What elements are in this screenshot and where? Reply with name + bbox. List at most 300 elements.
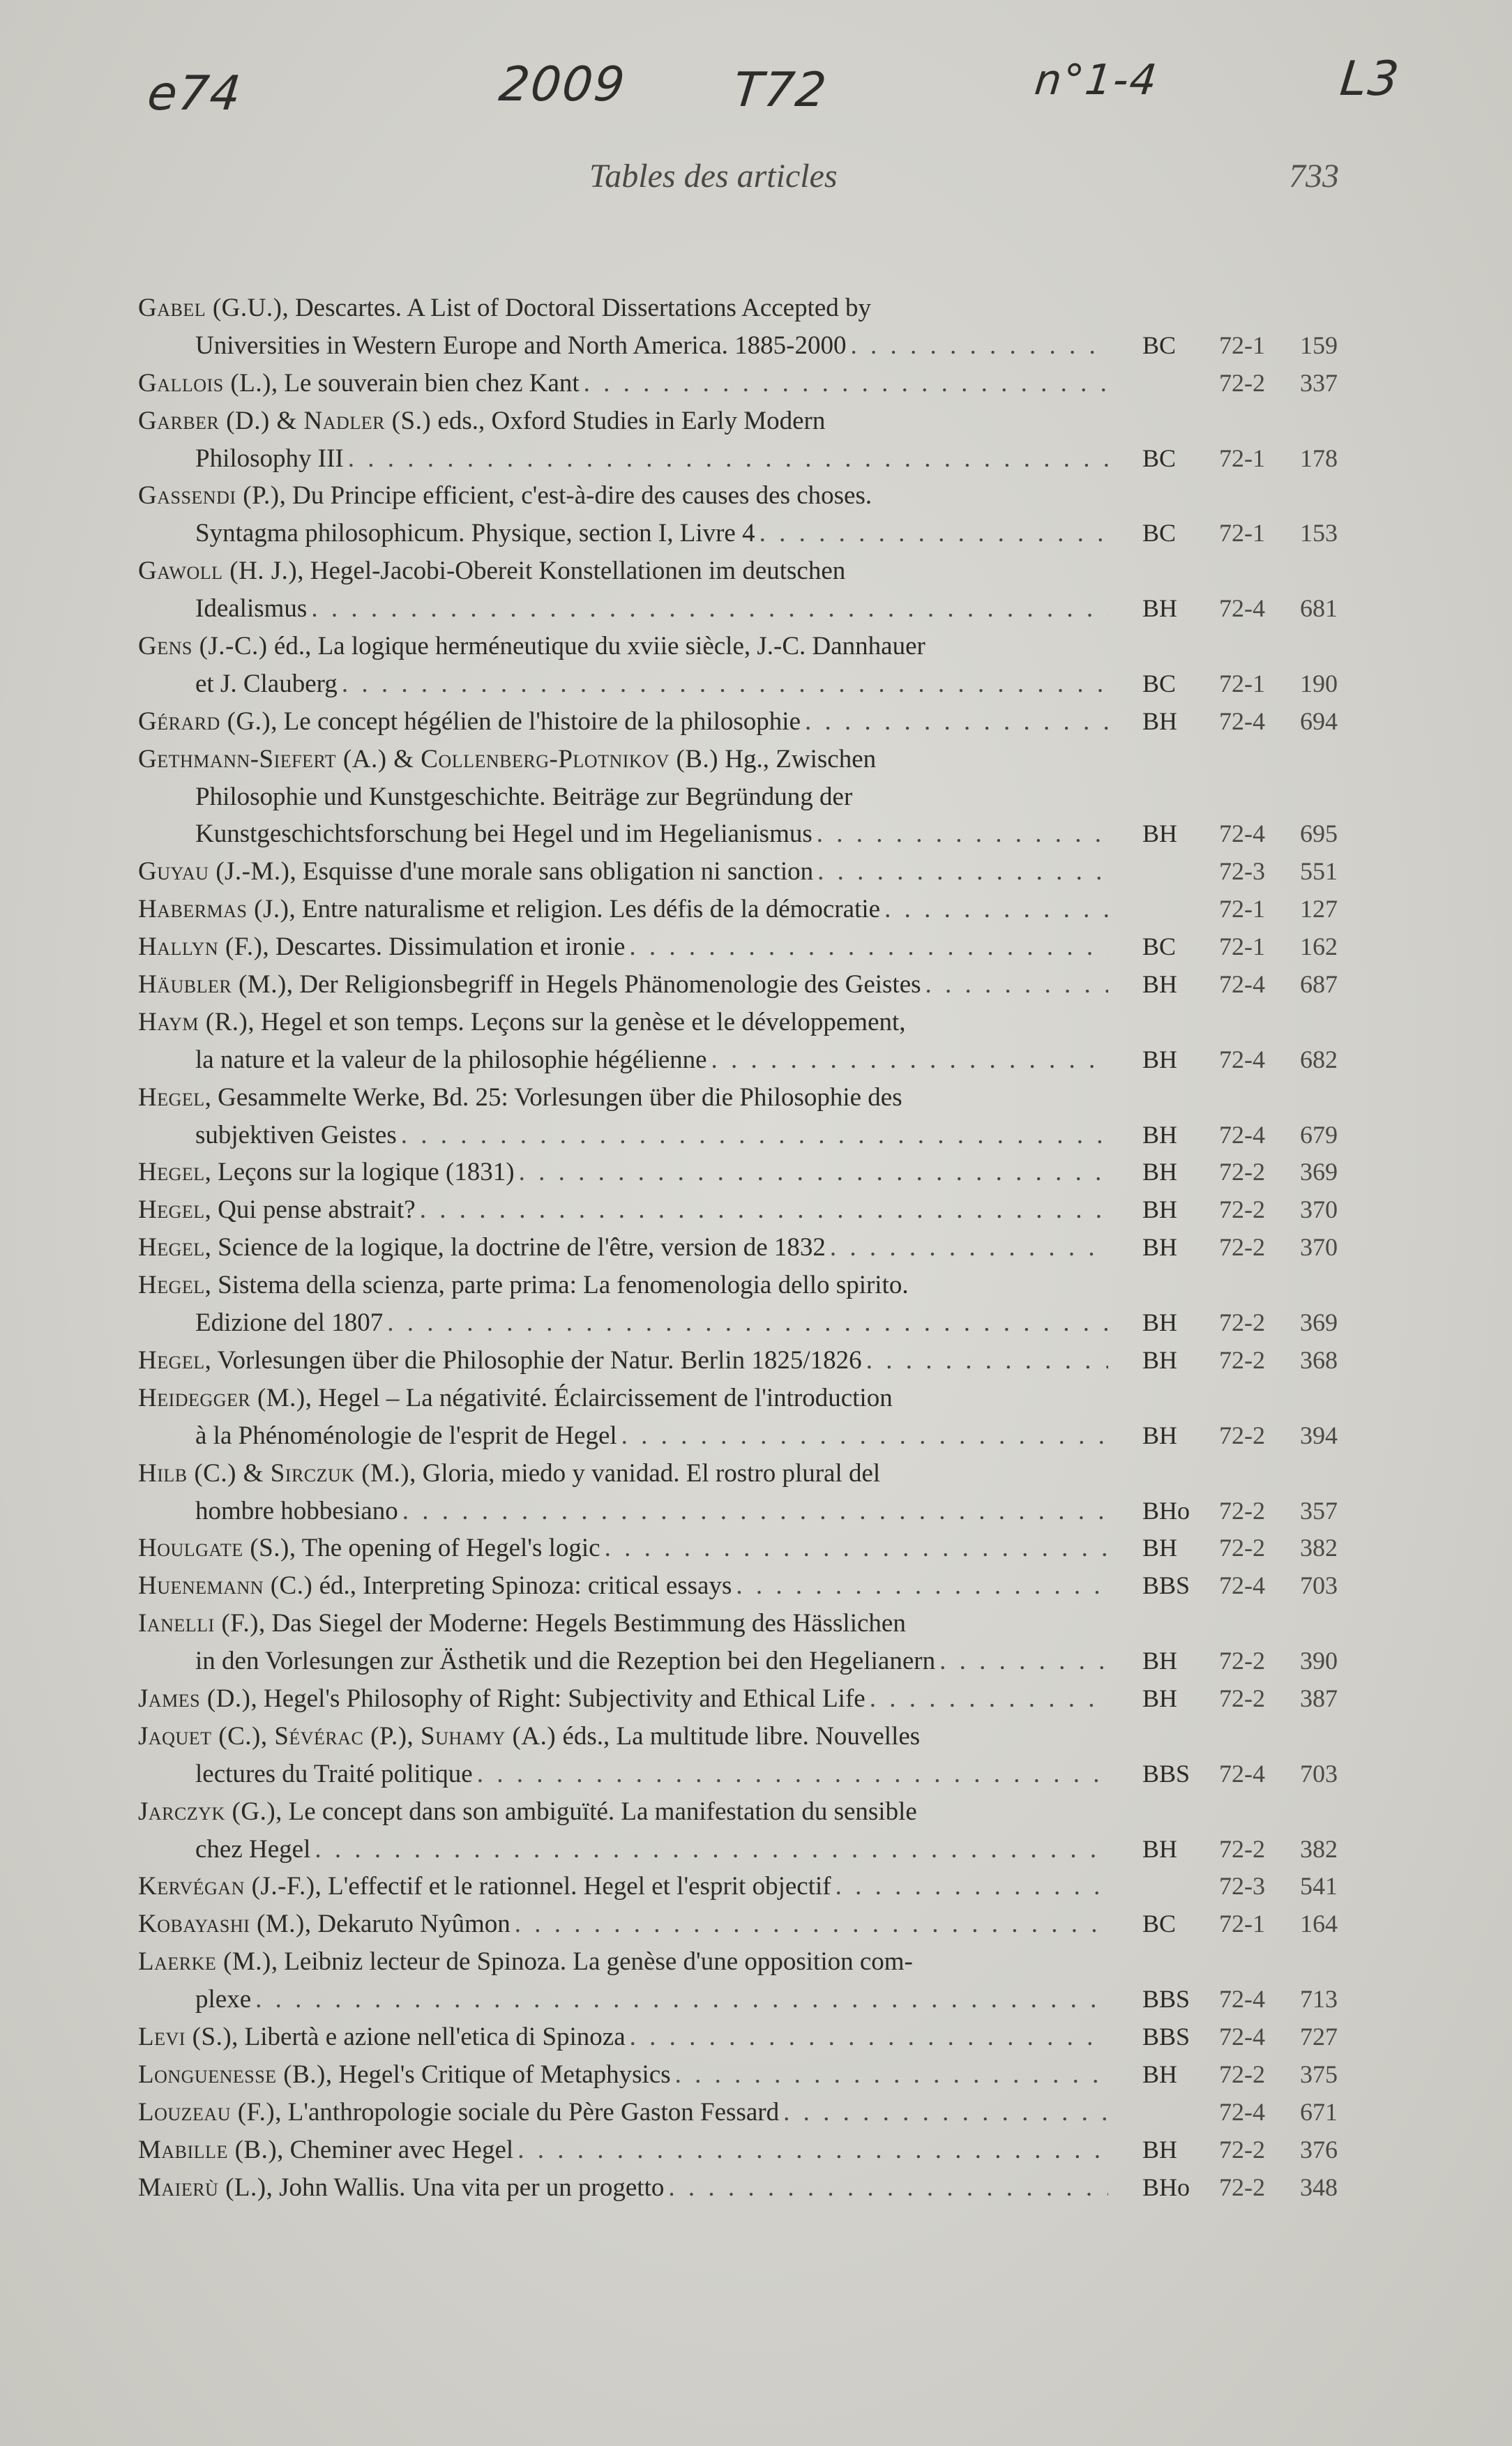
entry-text <box>138 1868 831 1905</box>
entry-title-text: , Descartes. Dissimulation et ironie <box>262 933 626 962</box>
entry-volume: 72-4 <box>1219 1759 1265 1788</box>
index-entry <box>0 1004 1512 1079</box>
entry-text <box>138 1797 917 1826</box>
index-entry <box>0 1567 1512 1605</box>
entry-text <box>138 966 921 1004</box>
dot-leader <box>517 2131 1108 2169</box>
entry-line <box>0 365 1512 402</box>
dot-leader <box>759 515 1108 552</box>
entry-author: Hilb (C.) & Sirczuk (M.) <box>138 1458 410 1488</box>
dot-leader <box>817 815 1108 853</box>
entry-text <box>195 1117 397 1154</box>
entry-text <box>138 2056 671 2094</box>
index-entry <box>0 2094 1512 2131</box>
entry-page: 164 <box>1300 1910 1338 1938</box>
entry-page: 679 <box>1300 1120 1338 1149</box>
entry-edition: BC <box>1142 444 1177 472</box>
entry-last-line <box>195 1831 1112 1869</box>
entry-line <box>0 665 1512 703</box>
entry-volume: 72-4 <box>1219 820 1265 848</box>
entry-text <box>195 327 846 365</box>
entry-title-text: , Libertà e azione nell'etica di Spinoza <box>232 2022 626 2051</box>
entry-line <box>0 928 1512 966</box>
index-entry <box>0 891 1512 928</box>
index-entry <box>0 1943 1512 2018</box>
dot-leader <box>519 1154 1108 1191</box>
index-entry <box>0 628 1512 703</box>
entry-volume: 72-1 <box>1219 519 1265 548</box>
entry-line <box>0 815 1512 853</box>
entry-last-line <box>138 928 1112 966</box>
entry-title-text: Philosophie und Kunstgeschichte. Beiträge zur Begründung der <box>195 782 853 811</box>
entry-title-text: la nature et la valeur de la philosophie hégélienne <box>195 1045 707 1074</box>
index-entry <box>0 1342 1512 1380</box>
dot-leader <box>387 1304 1108 1342</box>
index-entry <box>0 552 1512 628</box>
entry-author: Louzeau (F.) <box>138 2097 275 2127</box>
entry-author: Haym (R.) <box>138 1007 248 1036</box>
entry-title-text: , Hegel – La négativité. Éclaircissement de l'introduction <box>305 1383 893 1412</box>
entry-author: Gassendi (P.) <box>138 481 280 511</box>
entry-edition: BHo <box>1142 2173 1190 2201</box>
entry-author: Laerke (M.) <box>138 1947 271 1977</box>
entry-author: Maierù (L.) <box>138 2173 266 2202</box>
entry-text <box>195 665 338 703</box>
entry-volume: 72-2 <box>1219 1834 1265 1863</box>
entry-author: Garber (D.) & Nadler (S.) <box>138 406 432 435</box>
entry-title-text: et J. Clauberg <box>195 669 338 698</box>
entry-volume: 72-2 <box>1219 1233 1265 1262</box>
entry-text <box>195 1041 707 1079</box>
entry-page: 551 <box>1300 857 1338 886</box>
dot-leader <box>805 703 1108 741</box>
entry-last-line <box>138 365 1112 402</box>
entry-page: 390 <box>1300 1647 1338 1675</box>
entry-line <box>0 891 1512 928</box>
entry-line <box>0 477 1512 515</box>
entry-line <box>0 741 1512 778</box>
entry-volume: 72-4 <box>1219 707 1265 735</box>
entry-title-text: , Gesammelte Werke, Bd. 25: Vorlesungen über die Philosophie des <box>204 1082 902 1112</box>
entry-last-line <box>138 2131 1112 2169</box>
entry-line <box>0 1680 1512 1718</box>
entry-author: Gens (J.-C.) <box>138 632 268 661</box>
entry-last-line <box>138 1680 1112 1718</box>
entry-title-text: , Hegel-Jacobi-Obereit Konstellationen im deutschen <box>297 557 846 586</box>
entry-edition: BBS <box>1142 1985 1190 2014</box>
entry-edition: BH <box>1142 1684 1178 1712</box>
entry-line <box>0 1981 1512 2018</box>
entry-title-text: , Le concept hégélien de l'histoire de la philosophie <box>271 707 801 736</box>
entry-text <box>195 440 344 478</box>
entry-last-line <box>138 1229 1112 1267</box>
entry-text <box>195 1981 251 2018</box>
entry-page: 394 <box>1300 1421 1338 1449</box>
entry-line <box>0 1530 1512 1567</box>
entry-author: Levi (S.) <box>138 2022 232 2051</box>
entry-text <box>138 2094 779 2131</box>
index-entry <box>0 402 1512 478</box>
page-title: Tables des articles <box>589 158 838 195</box>
entry-title-text: , Hegel's Critique of Metaphysics <box>325 2060 671 2089</box>
index-entry <box>0 365 1512 402</box>
index-entry <box>0 1530 1512 1567</box>
index-entry <box>0 1905 1512 1943</box>
entry-edition: BHo <box>1142 1496 1190 1525</box>
entry-text <box>138 632 925 660</box>
entry-volume: 72-2 <box>1219 1421 1265 1449</box>
entry-volume: 72-2 <box>1219 368 1265 397</box>
entry-author: Mabille (B.) <box>138 2135 278 2164</box>
dot-leader <box>668 2169 1108 2207</box>
entry-line <box>0 440 1512 478</box>
dot-leader <box>621 1417 1108 1455</box>
entry-text <box>138 745 876 773</box>
entry-line <box>0 1117 1512 1154</box>
entry-line <box>0 1567 1512 1605</box>
entry-page: 190 <box>1300 669 1338 697</box>
entry-title-text: lectures du Traité politique <box>195 1759 473 1788</box>
entry-line <box>0 1304 1512 1342</box>
entry-page: 357 <box>1300 1496 1338 1525</box>
entry-page: 337 <box>1300 368 1338 397</box>
entry-page: 694 <box>1300 707 1338 735</box>
entry-text <box>138 928 625 966</box>
entry-title-text: éd., La logique herméneutique du xviie siècle, J.-C. Dannhauer <box>267 632 925 661</box>
entry-edition: BH <box>1142 2135 1178 2164</box>
entry-edition: BH <box>1142 1120 1178 1149</box>
entry-last-line <box>195 815 1112 853</box>
index-entry <box>0 1154 1512 1191</box>
entry-author: Guyau (J.-M.) <box>138 857 290 886</box>
entry-last-line <box>138 891 1112 928</box>
entry-line <box>0 1756 1512 1793</box>
entry-title-text: , Le concept dans son ambiguïté. La manifestation du sensible <box>275 1797 917 1826</box>
entry-last-line <box>138 703 1112 741</box>
index-entry <box>0 928 1512 966</box>
entry-last-line <box>138 1342 1112 1380</box>
entry-line <box>0 2169 1512 2207</box>
entry-line <box>0 1905 1512 1943</box>
dot-leader <box>884 891 1108 928</box>
entry-edition: BH <box>1142 1345 1178 1374</box>
entry-line <box>0 703 1512 741</box>
entry-line <box>0 966 1512 1004</box>
entry-title-text: , Der Religionsbegriff in Hegels Phänomenologie des Geistes <box>286 970 921 999</box>
entry-text <box>138 1083 902 1112</box>
entry-last-line <box>138 853 1112 891</box>
entry-text <box>138 1567 732 1605</box>
entry-edition: BC <box>1142 331 1177 359</box>
entry-last-line <box>195 1756 1112 1793</box>
entry-page: 382 <box>1300 1834 1338 1863</box>
index-entry <box>0 1267 1512 1342</box>
entry-volume: 72-2 <box>1219 1684 1265 1712</box>
entry-title-text: Idealismus <box>195 594 308 624</box>
dot-leader <box>311 590 1108 628</box>
entry-title-text: plexe <box>195 1985 252 2014</box>
entry-volume: 72-1 <box>1219 1910 1265 1938</box>
index-entry <box>0 1793 1512 1869</box>
entry-text <box>138 365 580 402</box>
entry-line <box>0 1004 1512 1041</box>
entry-title-text: éd., Interpreting Spinoza: critical essays <box>312 1571 732 1601</box>
dot-leader <box>605 1530 1108 1567</box>
entry-last-line <box>195 327 1112 365</box>
dot-leader <box>401 1117 1108 1154</box>
dot-leader <box>925 966 1108 1004</box>
entry-last-line <box>195 1041 1112 1079</box>
entry-text <box>138 2131 513 2169</box>
entry-title-text: Syntagma philosophicum. Physique, section I, Livre 4 <box>195 519 755 548</box>
entry-text <box>195 1756 473 1793</box>
entry-line <box>0 402 1512 440</box>
entry-text <box>195 1831 310 1869</box>
entry-line <box>0 2094 1512 2131</box>
entry-line <box>0 1943 1512 1981</box>
entry-volume: 72-2 <box>1219 1496 1265 1525</box>
index-entry <box>0 477 1512 552</box>
entry-author: Huenemann (C.) <box>138 1571 313 1601</box>
entry-edition: BC <box>1142 519 1177 548</box>
entry-volume: 72-2 <box>1219 2173 1265 2201</box>
entry-page: 713 <box>1300 1985 1338 2014</box>
entry-last-line <box>138 2169 1112 2207</box>
entry-text <box>195 783 852 811</box>
dot-leader <box>783 2094 1108 2131</box>
entry-volume: 72-4 <box>1219 1571 1265 1600</box>
entry-title-text: , Sistema della scienza, parte prima: La fenomenologia dello spirito. <box>204 1271 909 1300</box>
index-entry <box>0 2131 1512 2169</box>
entry-volume: 72-2 <box>1219 1647 1265 1675</box>
dot-leader <box>420 1191 1108 1229</box>
entry-text <box>138 1680 865 1718</box>
entry-volume: 72-2 <box>1219 1345 1265 1374</box>
entry-author: James (D.) <box>138 1684 251 1713</box>
dot-leader <box>255 1981 1108 2018</box>
entry-text <box>138 481 872 510</box>
entry-page: 671 <box>1300 2097 1338 2126</box>
entry-text <box>138 1905 511 1943</box>
entry-author: Gabel (G.U.) <box>138 294 282 322</box>
page-number: 733 <box>1289 158 1339 195</box>
entry-title-text: , Leibniz lecteur de Spinoza. La genèse d'une opposition com- <box>271 1947 913 1977</box>
dot-leader <box>342 665 1108 703</box>
entry-page: 703 <box>1300 1759 1338 1788</box>
entry-page: 348 <box>1300 2173 1338 2201</box>
entry-volume: 72-1 <box>1219 444 1265 472</box>
entry-author: Gallois (L.) <box>138 368 271 398</box>
entry-page: 153 <box>1300 519 1338 548</box>
handwritten-annotations <box>0 0 1512 139</box>
entry-line <box>0 1493 1512 1530</box>
dot-leader <box>711 1041 1108 1079</box>
entry-page: 178 <box>1300 444 1338 472</box>
index-entry <box>0 1079 1512 1154</box>
entry-page: 162 <box>1300 933 1338 961</box>
entry-page: 541 <box>1300 1872 1338 1901</box>
dot-leader <box>870 1680 1108 1718</box>
entry-text <box>138 407 825 435</box>
entry-line <box>0 327 1512 365</box>
entry-title-text: , L'anthropologie sociale du Père Gaston Fessard <box>275 2097 780 2127</box>
entry-text <box>195 1304 383 1342</box>
entry-volume: 72-2 <box>1219 1308 1265 1337</box>
entry-last-line <box>195 1493 1112 1530</box>
index-entry <box>0 1455 1512 1530</box>
index-entry <box>0 289 1512 365</box>
entry-title-text: , Leçons sur la logique (1831) <box>204 1158 515 1187</box>
entry-edition: BH <box>1142 2060 1178 2088</box>
entry-text <box>138 2018 626 2056</box>
entry-title-text: à la Phénoménologie de l'esprit de Hegel <box>195 1421 617 1450</box>
entry-line <box>0 1154 1512 1191</box>
entry-page: 682 <box>1300 1045 1338 1073</box>
entry-line <box>0 1831 1512 1869</box>
index-entry <box>0 1718 1512 1793</box>
index-entry <box>0 2018 1512 2056</box>
entry-title-text: hombre hobbesiano <box>195 1496 398 1525</box>
entry-text <box>138 1609 906 1638</box>
entry-author: Häubler (M.) <box>138 970 287 999</box>
entry-edition: BH <box>1142 970 1178 999</box>
entry-page: 127 <box>1300 895 1338 923</box>
entry-line <box>0 1079 1512 1117</box>
entry-author: Kobayashi (M.) <box>138 1910 305 1939</box>
entry-text <box>138 703 801 741</box>
entry-text <box>138 1342 862 1380</box>
entry-volume: 72-3 <box>1219 857 1265 886</box>
entry-volume: 72-1 <box>1219 331 1265 359</box>
entry-edition: BC <box>1142 1910 1177 1938</box>
entry-volume: 72-4 <box>1219 2022 1265 2051</box>
entry-text <box>195 1493 398 1530</box>
index-entry <box>0 1380 1512 1455</box>
dot-leader <box>584 365 1108 402</box>
entry-volume: 72-3 <box>1219 1872 1265 1901</box>
entry-text <box>138 1384 893 1412</box>
entry-volume: 72-2 <box>1219 1195 1265 1224</box>
entry-author: Hallyn (F.) <box>138 933 263 962</box>
entry-author: Longuenesse (B.) <box>138 2060 326 2089</box>
entry-line <box>0 1191 1512 1229</box>
entry-last-line <box>195 1304 1112 1342</box>
entry-last-line <box>138 1191 1112 1229</box>
entry-author: Houlgate (S.) <box>138 1534 289 1563</box>
dot-leader <box>515 1905 1108 1943</box>
entry-edition: BH <box>1142 707 1178 735</box>
entry-line <box>0 1342 1512 1380</box>
entry-text <box>138 853 813 891</box>
entry-author: Hegel <box>138 1082 205 1112</box>
entry-line <box>0 590 1512 628</box>
entry-title-text: chez Hegel <box>195 1834 311 1864</box>
entry-last-line <box>138 966 1112 1004</box>
entry-text <box>138 1191 416 1229</box>
entry-text <box>138 1530 600 1567</box>
handwritten-note: 2009 <box>496 57 629 112</box>
entry-title-text: subjektiven Geistes <box>195 1120 397 1149</box>
entry-last-line <box>195 1643 1112 1680</box>
entry-text <box>138 2169 664 2207</box>
entry-edition: BH <box>1142 1045 1178 1073</box>
index-entry <box>0 741 1512 854</box>
entry-page: 369 <box>1300 1308 1338 1337</box>
entry-line <box>0 1605 1512 1643</box>
handwritten-note: e74 <box>144 66 245 121</box>
entry-title-text: , Dekaruto Nyûmon <box>304 1910 511 1939</box>
entry-volume: 72-1 <box>1219 669 1265 697</box>
entry-last-line <box>195 1117 1112 1154</box>
handwritten-note: n°1-4 <box>1032 56 1161 105</box>
entry-line <box>0 1793 1512 1831</box>
dot-leader <box>817 853 1108 891</box>
entry-text <box>195 1643 935 1680</box>
entry-volume: 72-4 <box>1219 970 1265 999</box>
entry-line <box>0 1229 1512 1267</box>
dot-leader <box>850 327 1108 365</box>
entry-author: Gethmann-Siefert (A.) & Collenberg-Plotnikov (B.) <box>138 744 719 773</box>
index-entry <box>0 703 1512 741</box>
dot-leader <box>402 1493 1108 1530</box>
entry-title-text: éds., La multitude libre. Nouvelles <box>556 1721 921 1751</box>
entry-line <box>0 1455 1512 1493</box>
entry-page: 387 <box>1300 1684 1338 1712</box>
entry-title-text: Hg., Zwischen <box>718 744 877 773</box>
entry-author: Gérard (G.) <box>138 707 271 736</box>
entry-text <box>138 1008 906 1036</box>
entry-volume: 72-2 <box>1219 1158 1265 1186</box>
entry-page: 376 <box>1300 2135 1338 2164</box>
entry-title-text: , John Wallis. Una vita per un progetto <box>266 2173 665 2202</box>
entry-title-text: , Qui pense abstrait? <box>204 1195 416 1225</box>
entry-last-line <box>195 665 1112 703</box>
entry-line <box>0 515 1512 552</box>
entry-edition: BBS <box>1142 2022 1190 2051</box>
entry-title-text: , Du Principe efficient, c'est-à-dire des causes des choses. <box>279 481 872 511</box>
handwritten-note: T72 <box>730 63 831 118</box>
entry-line <box>0 2018 1512 2056</box>
entry-edition: BH <box>1142 820 1178 848</box>
entry-title-text: , Das Siegel der Moderne: Hegels Bestimmung des Hässlichen <box>258 1609 906 1638</box>
index-entry <box>0 1605 1512 1680</box>
entry-edition: BH <box>1142 1834 1178 1863</box>
entry-title-text: Kunstgeschichtsforschung bei Hegel und im Hegelianismus <box>195 820 812 849</box>
entry-line <box>0 289 1512 327</box>
entry-text <box>195 590 307 628</box>
entry-author: Jarczyk (G.) <box>138 1797 276 1826</box>
entry-volume: 72-1 <box>1219 933 1265 961</box>
entry-author: Gawoll (H. J.) <box>138 557 298 586</box>
entry-author: Hegel <box>138 1233 205 1262</box>
entry-text <box>138 557 845 585</box>
entry-title-text: Philosophy III <box>195 444 344 473</box>
entry-author: Habermas (J.) <box>138 895 289 924</box>
entry-last-line <box>138 1567 1112 1605</box>
entry-page: 681 <box>1300 594 1338 623</box>
entry-last-line <box>195 1981 1112 2018</box>
entry-title-text: , Hegel et son temps. Leçons sur la genèse et le développement, <box>248 1007 906 1036</box>
article-index <box>0 289 1512 2206</box>
dot-leader <box>675 2056 1108 2094</box>
entry-text <box>138 1154 515 1191</box>
entry-text <box>138 1722 920 1751</box>
dot-leader <box>629 928 1108 966</box>
entry-text <box>138 891 880 928</box>
entry-title-text: in den Vorlesungen zur Ästhetik und die Rezeption bei den Hegelianern <box>195 1647 936 1676</box>
entry-title-text: , Esquisse d'une morale sans obligation ni sanction <box>289 857 814 886</box>
dot-leader <box>348 440 1108 478</box>
